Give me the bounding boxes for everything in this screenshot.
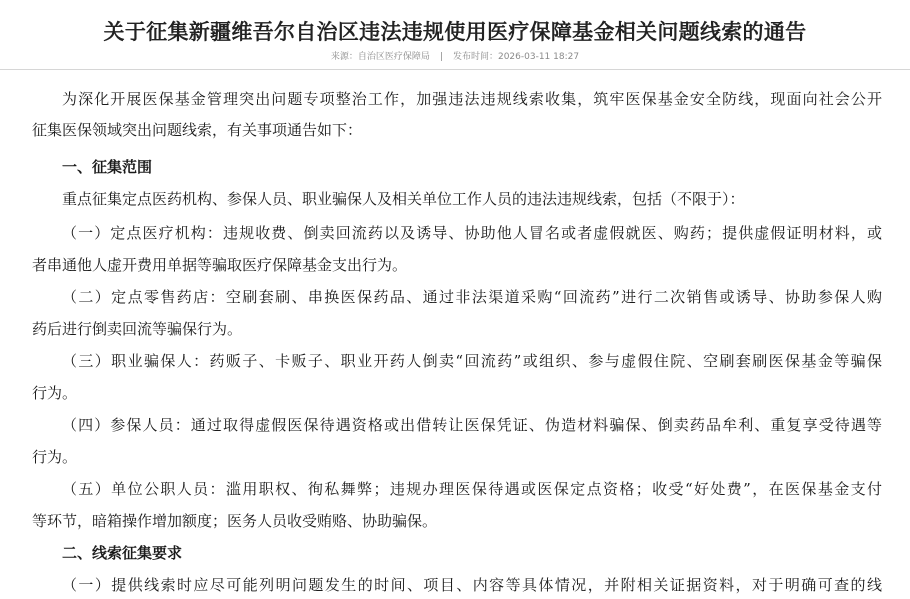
- paragraph-line: （一）定点医疗机构：违规收费、倒卖回流药以及诱导、协助他人冒名或者虚假就医、购药；提供虚假证明材料，或: [62, 224, 882, 242]
- paragraph-line: 行为。: [32, 384, 78, 402]
- paragraph-line: 药后进行倒卖回流等骗保行为。: [32, 320, 243, 338]
- section-heading: 二、线索征集要求: [62, 544, 183, 562]
- paragraph-line: （三）职业骗保人：药贩子、卡贩子、职业开药人倒卖“回流药”或组织、参与虚假住院、空刷套刷医保基金等骗保: [62, 352, 882, 370]
- paragraph-line: （一）提供线索时应尽可能列明问题发生的时间、项目、内容等具体情况，并附相关证据资料，对于明确可查的线: [62, 576, 882, 594]
- paragraph-line: 重点征集定点医药机构、参保人员、职业骗保人及相关单位工作人员的违法违规线索，包括（不限于）：: [62, 190, 745, 208]
- article-meta: [0, 49, 910, 62]
- section-heading: 一、征集范围: [62, 158, 153, 176]
- meta-separator: |: [439, 52, 443, 62]
- paragraph-line: （五）单位公职人员：滥用职权、徇私舞弊；违规办理医保待遇或医保定点资格；收受“好处费”，在医保基金支付: [62, 480, 882, 498]
- paragraph-line: 行为。: [32, 448, 78, 466]
- paragraph-line: （四）参保人员：通过取得虚假医保待遇资格或出借转让医保凭证、伪造材料骗保、倒卖药品牟利、重复享受待遇等: [62, 416, 882, 434]
- paragraph-line: 征集医保领域突出问题线索，有关事项通告如下：: [32, 121, 363, 139]
- publish-date: 2026-03-11 18:27: [497, 52, 580, 62]
- paragraph-line: （二）定点零售药店：空刷套刷、串换医保药品、通过非法渠道采购“回流药”进行二次销售或诱导、协助参保人购: [62, 288, 882, 306]
- source-label: 来源：: [330, 52, 358, 62]
- paragraph-line: 者串通他人虚开费用单据等骗取医疗保障基金支出行为。: [32, 256, 408, 274]
- article-title: 关于征集新疆维吾尔自治区违法违规使用医疗保障基金相关问题线索的通告: [103, 20, 807, 44]
- paragraph-line: 为深化开展医保基金管理突出问题专项整治工作，加强违法违规线索收集，筑牢医保基金安全防线，现面向社会公开: [62, 90, 882, 108]
- date-label: 发布时间：: [452, 52, 498, 62]
- title-divider: [0, 69, 910, 70]
- paragraph-line: 等环节，暗箱操作增加额度；医务人员收受贿赂、协助骗保。: [32, 512, 438, 530]
- source-value: 自治区医疗保障局: [357, 52, 430, 62]
